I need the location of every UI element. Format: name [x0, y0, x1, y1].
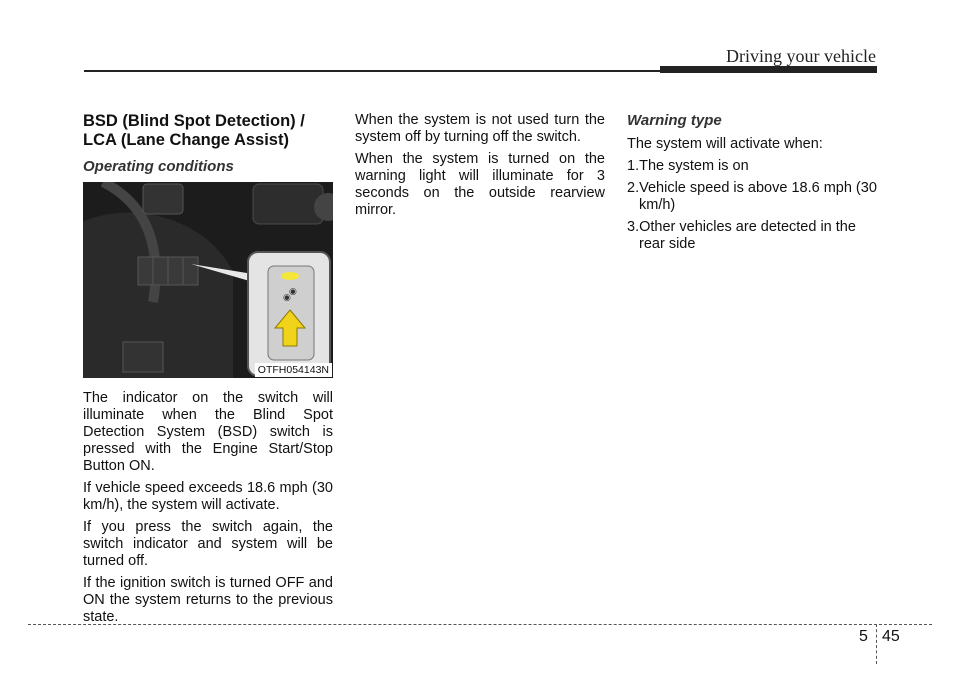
- paragraph-4: If the ignition switch is turned OFF and ON the system returns to the previous state.: [83, 575, 333, 625]
- header-rule: [84, 70, 660, 72]
- section-heading-line1: BSD (Blind Spot Detection) /: [83, 112, 305, 130]
- column-1: [83, 112, 333, 631]
- section-heading-line2: LCA (Lane Change Assist): [83, 131, 289, 149]
- running-header: Driving your vehicle: [726, 46, 876, 66]
- paragraph-6: When the system is turned on the warning light will illuminate for 3 seconds on the outside rearview mirror.: [355, 151, 605, 218]
- column-3: [627, 112, 877, 258]
- header-bar: [660, 66, 877, 73]
- indicator-light: [281, 272, 299, 280]
- column-2: [355, 112, 605, 224]
- bsd-switch-figure: [83, 182, 333, 378]
- list-item: 1.The system is on: [627, 158, 749, 174]
- subheading-warning-type: Warning type: [627, 112, 722, 129]
- paragraph-1: The indicator on the switch will illuminate when the Blind Spot Detection System (BSD) switch is pressed with the Engine Start/Stop Button ON.: [83, 390, 333, 474]
- svg-text:◉: ◉: [289, 287, 297, 297]
- chapter-number: 5: [859, 628, 868, 645]
- paragraph-2: If vehicle speed exceeds 18.6 mph (30 km/h), the system will activate.: [83, 480, 333, 513]
- figure-code: OTFH054143N: [255, 363, 332, 377]
- footer-rule: [28, 624, 932, 625]
- page-number-separator: [876, 624, 877, 664]
- paragraph-5: When the system is not used turn the system off by turning off the switch.: [355, 112, 605, 145]
- subheading-operating-conditions: Operating conditions: [83, 158, 234, 175]
- svg-text:◉: ◉: [283, 293, 291, 303]
- warning-intro: The system will activate when:: [627, 136, 823, 152]
- list-item: 3.Other vehicles are detected in the rear side: [627, 219, 856, 252]
- section-heading: [83, 112, 333, 150]
- dashboard-illustration: [83, 182, 333, 378]
- list-item: 2.Vehicle speed is above 18.6 mph (30 km/h): [627, 180, 877, 213]
- page-number: 45: [882, 628, 900, 645]
- paragraph-3: If you press the switch again, the switch indicator and system will be turned off.: [83, 519, 333, 569]
